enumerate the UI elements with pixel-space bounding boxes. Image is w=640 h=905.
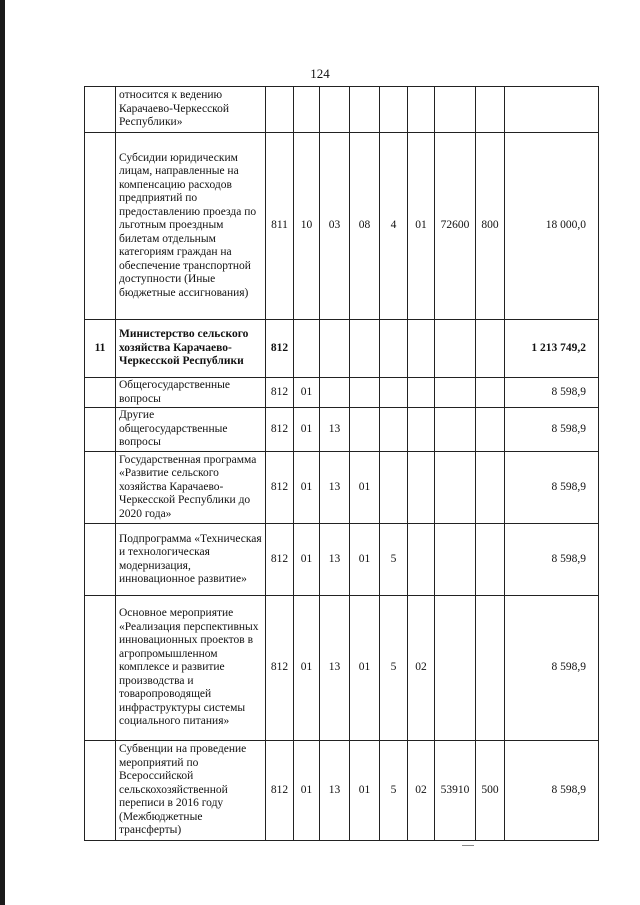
code-ved: 812 (266, 408, 294, 452)
code-subprogram (380, 87, 408, 133)
code-subprogram: 5 (380, 741, 408, 841)
row-number (85, 524, 116, 596)
code-subprogram (380, 452, 408, 524)
code-rz: 10 (294, 133, 320, 320)
code-subprogram: 5 (380, 596, 408, 741)
row-name: Основное мероприятие «Реализация перспективных инновационных проектов в агропромышленном комплексе и развитие производства и товаропроводящей инфраструктуры системы социального питания» (116, 596, 266, 741)
code-direction (435, 452, 476, 524)
table-row (85, 741, 599, 841)
scan-left-edge (0, 0, 5, 905)
row-name: Общегосударственные вопросы (116, 378, 266, 408)
code-direction (435, 87, 476, 133)
code-main-event (408, 378, 435, 408)
code-pr (320, 378, 350, 408)
code-pr: 13 (320, 408, 350, 452)
page-number: 124 (310, 66, 330, 81)
row-name: Другие общегосударственные вопросы (116, 408, 266, 452)
code-direction (435, 320, 476, 378)
code-rz: 01 (294, 378, 320, 408)
table-row (85, 524, 599, 596)
code-rz: 01 (294, 408, 320, 452)
code-vr (476, 452, 505, 524)
row-amount: 8 598,9 (505, 452, 599, 524)
row-amount: 8 598,9 (505, 408, 599, 452)
code-program: 01 (350, 452, 380, 524)
row-amount: 8 598,9 (505, 741, 599, 841)
row-name: Субвенции на проведение мероприятий по Всероссийской сельскохозяйственной переписи в 2016 году (Межбюджетные трансферты) (116, 741, 266, 841)
code-subprogram: 4 (380, 133, 408, 320)
code-program: 01 (350, 524, 380, 596)
row-amount: 8 598,9 (505, 524, 599, 596)
row-number (85, 378, 116, 408)
code-vr: 500 (476, 741, 505, 841)
row-amount: 8 598,9 (505, 596, 599, 741)
code-main-event (408, 524, 435, 596)
code-pr (320, 320, 350, 378)
row-name: Министерство сельского хозяйства Карачаево-Черкесской Республики (116, 320, 266, 378)
row-number (85, 741, 116, 841)
code-vr (476, 524, 505, 596)
code-direction (435, 524, 476, 596)
row-amount: 18 000,0 (505, 133, 599, 320)
budget-table (84, 86, 599, 841)
code-ved: 812 (266, 378, 294, 408)
code-direction (435, 408, 476, 452)
row-name: Субсидии юридическим лицам, направленные на компенсацию расходов предприятий по предоставлению проезда по льготным проездным билетам отдельным категориям граждан на обеспечение транспортной доступности (Иные бюджетные ассигнования) (116, 133, 266, 320)
table-row (85, 596, 599, 741)
scan-mark (462, 845, 474, 846)
code-ved: 812 (266, 452, 294, 524)
row-number: 11 (85, 320, 116, 378)
code-pr: 13 (320, 596, 350, 741)
code-ved: 812 (266, 596, 294, 741)
code-direction: 72600 (435, 133, 476, 320)
row-number (85, 596, 116, 741)
row-number (85, 87, 116, 133)
code-program (350, 378, 380, 408)
table-row (85, 378, 599, 408)
code-vr (476, 87, 505, 133)
code-main-event: 02 (408, 741, 435, 841)
code-program (350, 408, 380, 452)
code-program (350, 320, 380, 378)
code-vr (476, 378, 505, 408)
row-name: Подпрограмма «Техническая и технологическая модернизация, инновационное развитие» (116, 524, 266, 596)
row-name: Государственная программа «Развитие сельского хозяйства Карачаево-Черкесской Республики до 2020 года» (116, 452, 266, 524)
code-pr (320, 87, 350, 133)
code-direction: 53910 (435, 741, 476, 841)
code-ved: 812 (266, 320, 294, 378)
row-amount (505, 87, 599, 133)
code-vr (476, 408, 505, 452)
table-row (85, 87, 599, 133)
code-pr: 13 (320, 741, 350, 841)
code-subprogram (380, 378, 408, 408)
code-vr (476, 320, 505, 378)
code-subprogram (380, 408, 408, 452)
code-program: 01 (350, 596, 380, 741)
code-main-event (408, 87, 435, 133)
code-vr (476, 596, 505, 741)
table-row (85, 320, 599, 378)
code-rz: 01 (294, 596, 320, 741)
code-main-event (408, 320, 435, 378)
code-rz: 01 (294, 524, 320, 596)
code-main-event (408, 452, 435, 524)
row-number (85, 452, 116, 524)
code-main-event: 01 (408, 133, 435, 320)
code-program: 08 (350, 133, 380, 320)
code-ved: 811 (266, 133, 294, 320)
code-main-event: 02 (408, 596, 435, 741)
code-vr: 800 (476, 133, 505, 320)
row-amount: 1 213 749,2 (505, 320, 599, 378)
code-direction (435, 378, 476, 408)
code-direction (435, 596, 476, 741)
code-ved: 812 (266, 524, 294, 596)
row-name: относится к ведению Карачаево-Черкесской Республики» (116, 87, 266, 133)
code-subprogram: 5 (380, 524, 408, 596)
code-pr: 03 (320, 133, 350, 320)
code-rz (294, 320, 320, 378)
table-row (85, 452, 599, 524)
table-row (85, 408, 599, 452)
code-program: 01 (350, 741, 380, 841)
code-subprogram (380, 320, 408, 378)
table-row (85, 133, 599, 320)
code-ved (266, 87, 294, 133)
row-amount: 8 598,9 (505, 378, 599, 408)
code-ved: 812 (266, 741, 294, 841)
code-pr: 13 (320, 524, 350, 596)
code-rz (294, 87, 320, 133)
code-rz: 01 (294, 741, 320, 841)
code-main-event (408, 408, 435, 452)
code-rz: 01 (294, 452, 320, 524)
row-number (85, 133, 116, 320)
row-number (85, 408, 116, 452)
code-program (350, 87, 380, 133)
code-pr: 13 (320, 452, 350, 524)
